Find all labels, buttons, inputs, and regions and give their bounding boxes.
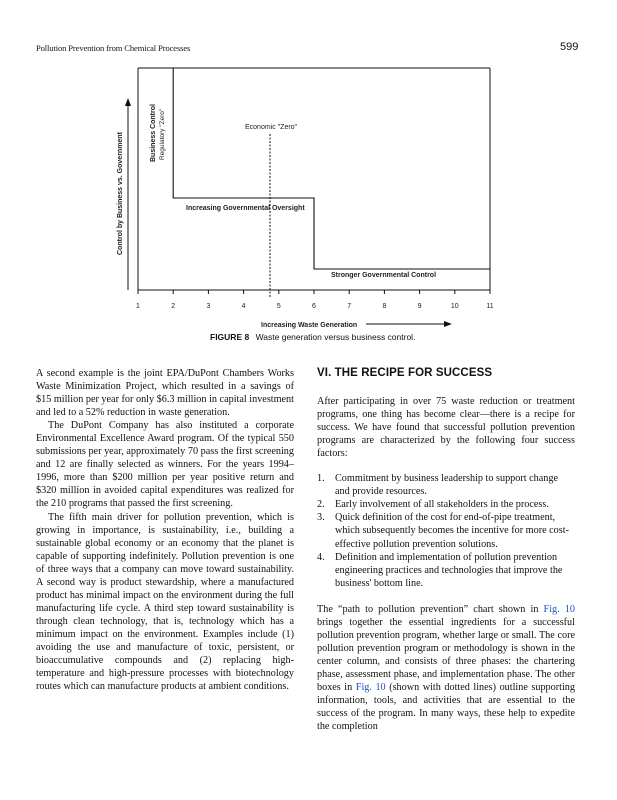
intro-paragraph: After participating in over 75 waste reduction or treatment programs, one thing has become clear—there is a recipe for success. We have found that successful pollution prevention programs are characterized by the following four success factors: [317,396,575,460]
x-tick-label: 5 [276,303,281,310]
closing-text: The “path to pollution prevention” chart shown in [317,603,544,615]
running-head: Pollution Prevention from Chemical Processes [36,43,191,53]
y-label-business-control: Business Control [150,104,157,162]
closing-text: (shown with dotted lines) outline supporting information, tools, and activities that are essential to the success of the program. In many ways, these help to expedite the completion [317,681,575,733]
paragraph: The fifth main driver for pollution prevention, which is growing in importance, is sustainability, i.e., building a sustainable global economy or an economy that the planet is capable of supporting indefinitely. Pollution prevention is one of three ways that a company can move toward sustainability. A second way is product stewardship, where a manufactured product has minimal impact on the environment during the full manufacturing life cycle. A third step toward sustainability is through clean technology, that is, technology which has a minimum impact on the environment. Examples include (1) avoiding the use and manufacture of toxic, persistent, or bioaccumulative compounds and (2) replacing high-temperature and high-pressure processes with biotechnology routes which can manufacture products at ambient conditions. [36,511,294,693]
x-tick-label: 1 [136,303,140,310]
annotation-governmental-oversight: Increasing Governmental Oversight [186,205,305,212]
paragraph: The DuPont Company has also instituted a corporate Environmental Excellence Award program. Of the typical 550 submissions per year, approximately 70 pass the first screening and 12 are finally selected as winners. For the years 1994–1996, more than $200 million per year positive return and $320 million in avoided capital expenditures was realized for the 210 programs that passed the first screening. [36,420,294,510]
list-item [317,498,575,511]
closing-paragraph [317,603,575,733]
list-text: Quick definition of the cost for end-of-pipe treatment, which subsequently becomes the incentive for more cost-effective pollution prevention solutions. [335,512,569,550]
success-factors-list [317,472,575,589]
x-tick-label: 2 [171,303,176,310]
x-tick-label: 8 [382,303,387,310]
list-text: Commitment by business leadership to support change and provide resources. [335,473,558,498]
x-tick-label: 3 [206,303,211,310]
fig-10-link[interactable]: Fig. 10 [355,681,386,693]
list-number: 1. [317,473,325,485]
section-heading: VI. THE RECIPE FOR SUCCESS [317,367,493,379]
fig-10-link[interactable]: Fig. 10 [543,603,575,615]
list-number: 2. [317,499,325,511]
x-axis-label: Increasing Waste Generation [261,322,358,329]
page-number: 599 [560,41,579,53]
list-number: 3. [317,512,325,524]
list-item [317,472,575,498]
x-tick-label: 4 [241,303,246,310]
y-axis-label: Control by Business vs. Government [117,132,124,255]
figure-label: FIGURE 8 [210,332,250,342]
annotation-stronger-control: Stronger Governmental Control [331,272,437,279]
left-column [36,367,294,693]
x-tick-label: 10 [450,303,459,310]
x-tick-label: 6 [312,303,316,310]
control-step-line [173,68,490,269]
y-label-regulatory-zero: Regulatory "Zero" [159,108,166,160]
list-text: Definition and implementation of pollution prevention engineering practices and technologies that improve the business' bottom line. [335,551,563,589]
figure-caption [210,332,415,342]
x-tick-label: 9 [417,303,422,310]
x-axis-arrowhead [444,321,452,327]
y-axis-arrowhead [125,98,131,106]
list-text: Early involvement of all stakeholders in the process. [335,499,549,511]
figure-caption-text: Waste generation versus business control. [255,332,416,342]
list-item [317,511,575,550]
list-number: 4. [317,551,325,563]
x-tick-label: 7 [347,303,352,310]
closing-text: brings together the essential ingredients for a successful pollution prevention program, whether large or small. The core pollution prevention program or methodology is shown in the center column, and consists of three phases: the chartering phase, assessment phase, and implementation phase. The other boxes in [317,616,575,693]
right-column [317,367,575,733]
paragraph: A second example is the joint EPA/DuPont Chambers Works Waste Minimization Project, which resulted in a savings of $15 million per year for only $6.3 million in capital investment and led to a 52% reduction in waste generation. [36,368,294,419]
x-tick-label: 11 [486,303,494,310]
list-item [317,551,575,590]
annotation-economic-zero: Economic "Zero" [245,124,298,131]
